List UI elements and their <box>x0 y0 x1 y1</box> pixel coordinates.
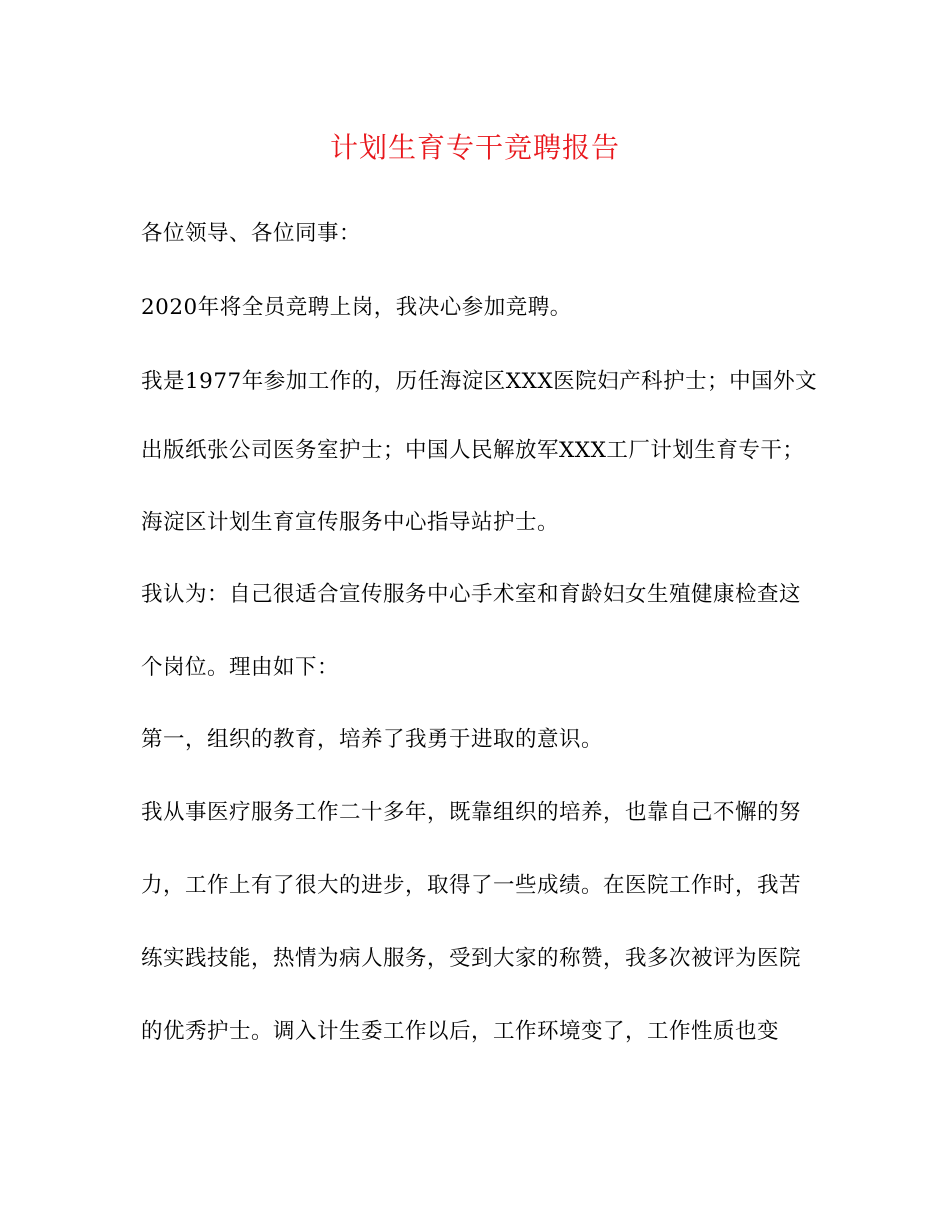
paragraph-line: 我是1977年参加工作的，历任海淀区XXX医院妇产科护士；中国外文 <box>141 369 818 394</box>
paragraph-line: 的优秀护士。调入计生委工作以后，工作环境变了，工作性质也变 <box>141 1019 780 1044</box>
paragraph-line: 练实践技能，热情为病人服务，受到大家的称赞，我多次被评为医院 <box>141 946 802 971</box>
document-title: 计划生育专干竞聘报告 <box>329 131 620 164</box>
salutation-line: 各位领导、各位同事： <box>141 221 362 246</box>
paragraph-line: 个岗位。理由如下： <box>141 655 340 680</box>
paragraph-line: 我认为：自己很适合宣传服务中心手术室和育龄妇女生殖健康检查这 <box>141 582 802 607</box>
paragraph-line: 力，工作上有了很大的进步，取得了一些成绩。在医院工作时，我苦 <box>141 873 802 898</box>
paragraph-line: 海淀区计划生育宣传服务中心指导站护士。 <box>141 510 560 535</box>
paragraph-line: 出版纸张公司医务室护士；中国人民解放军XXX工厂计划生育专干； <box>141 438 805 463</box>
paragraph-line: 第一，组织的教育，培养了我勇于进取的意识。 <box>141 727 604 752</box>
paragraph-line: 我从事医疗服务工作二十多年，既靠组织的培养，也靠自己不懈的努 <box>141 800 802 825</box>
paragraph-line: 2020年将全员竞聘上岗，我决心参加竞聘。 <box>141 295 572 320</box>
